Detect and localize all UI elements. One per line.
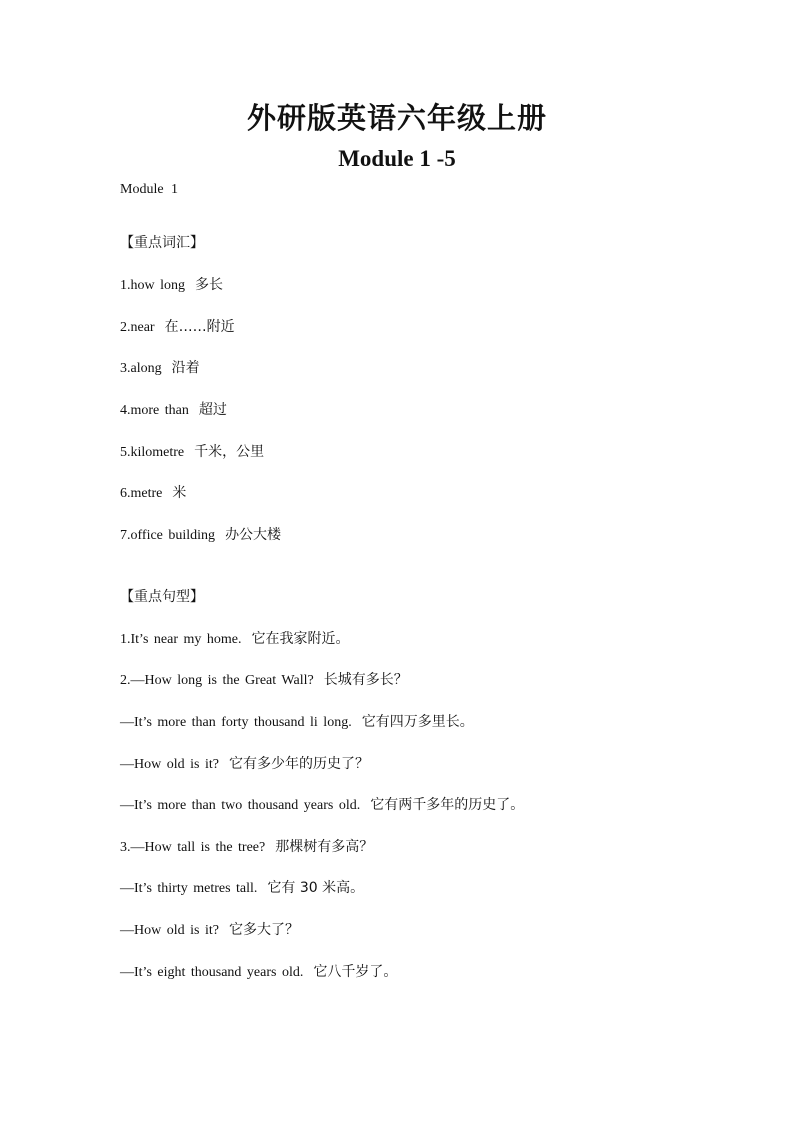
- sentence-chinese: 它有 30 米高。: [267, 880, 365, 896]
- vocab-item: [120, 357, 200, 380]
- sentence-item: [120, 753, 369, 776]
- sentence-chinese: 它在我家附近。: [251, 631, 350, 647]
- sentence-item: [120, 794, 524, 817]
- vocab-item: [120, 441, 264, 464]
- sentence-english: —It’s thirty metres tall.: [120, 881, 258, 896]
- sentence-english: —It’s eight thousand years old.: [120, 965, 304, 980]
- vocab-english: 5.kilometre: [120, 445, 185, 460]
- module-label: Module 1: [120, 182, 179, 197]
- vocab-english: 3.along: [120, 361, 162, 376]
- vocab-english: 7.office building: [120, 528, 216, 543]
- vocab-item: [120, 399, 227, 422]
- vocab-english: 1.how long: [120, 278, 185, 293]
- sentence-chinese: 那棵树有多高？: [275, 839, 374, 855]
- sentence-chinese: 长城有多长？: [323, 672, 408, 688]
- sentence-heading: 【重点句型】: [120, 589, 204, 605]
- vocab-item: [120, 316, 235, 339]
- vocab-chinese: 超过: [198, 402, 227, 418]
- sentence-english: 3.—How tall is the tree?: [120, 840, 266, 855]
- sentence-english: —It’s more than two thousand years old.: [120, 798, 361, 813]
- document-title: 外研版英语六年级上册: [246, 101, 547, 135]
- sentence-english: 2.—How long is the Great Wall?: [120, 673, 314, 688]
- vocab-item: [120, 482, 186, 505]
- vocab-chinese: 米: [172, 485, 187, 501]
- sentence-english: —How old is it?: [120, 757, 219, 772]
- vocab-chinese: 多长: [195, 277, 223, 293]
- vocab-chinese: 千米，公里: [194, 444, 265, 460]
- sentence-item: [120, 877, 364, 900]
- sentence-item: [120, 961, 397, 984]
- vocab-english: 2.near: [120, 320, 155, 335]
- sentence-chinese: 它有多少年的历史了？: [228, 756, 369, 772]
- sentence-english: —It’s more than forty thousand li long.: [120, 715, 352, 730]
- vocab-english: 6.metre: [120, 486, 163, 501]
- sentence-chinese: 它八千岁了。: [313, 964, 398, 980]
- sentence-item: [120, 711, 474, 734]
- vocab-english: 4.more than: [120, 403, 189, 418]
- sentence-chinese: 它多大了？: [228, 922, 299, 938]
- sentence-english: —How old is it?: [120, 923, 219, 938]
- sentence-item: [120, 836, 373, 859]
- sentence-chinese: 它有四万多里长。: [361, 714, 474, 730]
- vocab-heading: 【重点词汇】: [120, 235, 204, 251]
- vocab-chinese: 在……附近: [164, 319, 235, 335]
- vocab-item: [120, 524, 281, 547]
- vocab-chinese: 沿着: [171, 360, 200, 376]
- sentence-item: [120, 669, 408, 692]
- document-subtitle: Module 1 -5: [338, 146, 456, 171]
- sentence-english: 1.It’s near my home.: [120, 632, 242, 647]
- sentence-item: [120, 919, 299, 942]
- vocab-item: [120, 274, 223, 297]
- sentence-chinese: 它有两千多年的历史了。: [370, 797, 525, 813]
- sentence-item: [120, 628, 349, 651]
- vocab-chinese: 办公大楼: [225, 527, 282, 543]
